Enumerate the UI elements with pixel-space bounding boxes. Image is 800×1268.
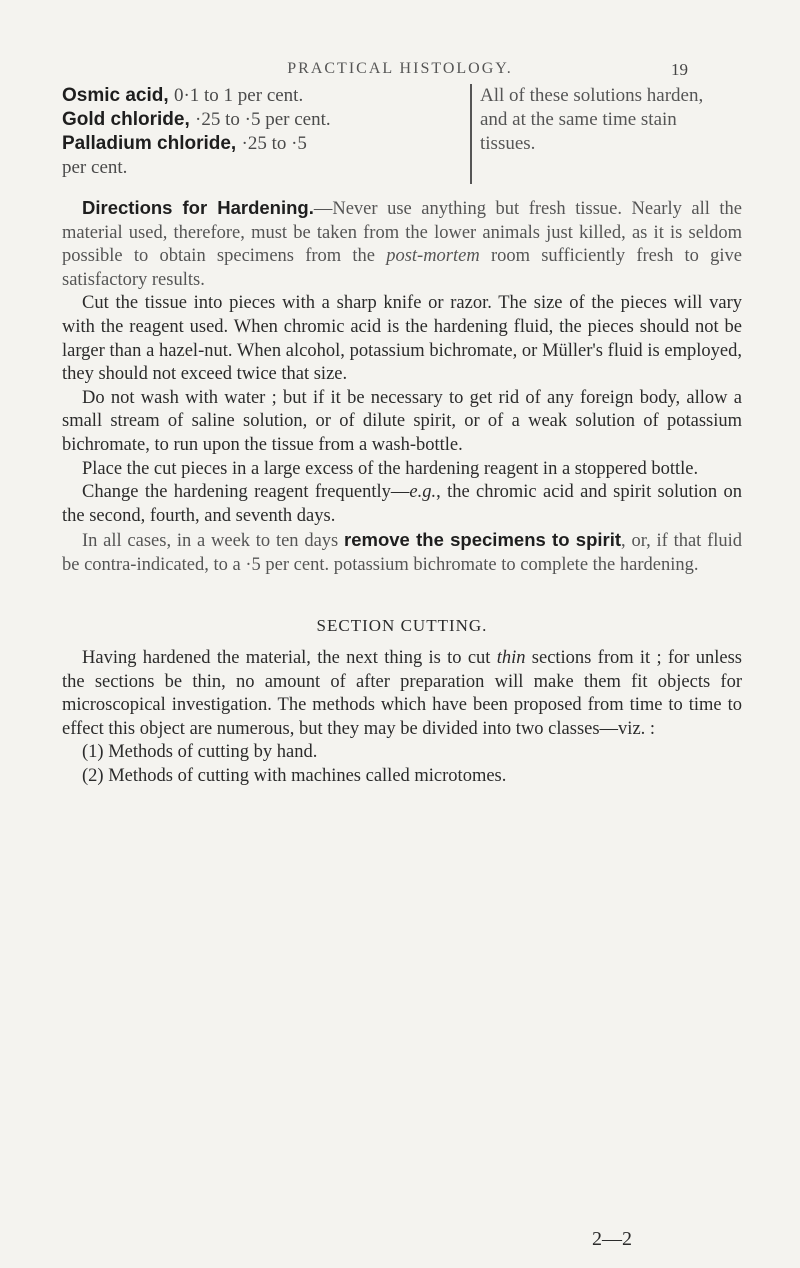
reagent-block	[62, 84, 712, 192]
paragraph-text: sections from it ; for unless the sections be thin, no amount of after preparation will make them fit objects for microscopical investigation. The methods which have been proposed from time to time to effect this object are numerous, but they may be divided into two classes—viz. :	[62, 648, 742, 739]
emphasis-text: thin	[496, 648, 526, 669]
paragraph: Place the cut pieces in a large excess of the hardening reagent in a stoppered bottle.	[82, 458, 699, 479]
paragraph	[62, 528, 742, 577]
reagent-continuation: per cent.	[62, 157, 128, 178]
running-head	[0, 60, 800, 84]
paragraph-text: , or, if that fluid be contra-indicated, to a ·5 per cent. potassium bichromate to complete the hardening.	[62, 531, 743, 575]
reagent-name: Palladium chloride,	[62, 133, 237, 154]
directions-text: —Never use anything but fresh tissue. Nearly all the material used, therefore, must be taken from the lower animals just killed, as it is seldom possible to obtain specimens from the	[62, 199, 742, 267]
directions-text: room sufficiently fresh to give satisfactory results.	[62, 246, 742, 290]
reagent-note: All of these solutions harden, and at the same time stain tissues.	[480, 85, 704, 154]
reagent-dose: ·25 to ·5	[241, 133, 307, 154]
paragraph: Do not wash with water ; but if it be necessary to get rid of any foreign body, allow a small stream of saline solution, or of dilute spirit, or of a weak solution of potassium bichromate, to run upon the tissue from a wash-bottle.	[62, 387, 742, 455]
emphasis-text: post-mortem	[386, 246, 480, 267]
reagent-dose: ·25 to ·5 per cent.	[195, 109, 331, 130]
signature-mark: 2—2	[592, 1228, 632, 1250]
paragraph-text: Having hardened the material, the next thing is to cut	[82, 648, 491, 669]
paragraph	[62, 481, 742, 528]
reagent-dose: 0·1 to 1 per cent.	[173, 85, 304, 106]
brace-divider	[458, 84, 472, 184]
directions-paragraph	[62, 196, 742, 292]
emphasis-text: e.g.	[409, 482, 437, 503]
reagent-list	[62, 84, 452, 180]
reagent-name: Osmic acid,	[62, 85, 169, 106]
list-item: (2) Methods of cutting with machines called microtomes.	[82, 766, 507, 787]
reagent-item	[62, 132, 452, 156]
body-text	[62, 196, 742, 789]
running-title: PRACTICAL HISTOLOGY.	[287, 60, 513, 77]
reagent-name: Gold chloride,	[62, 109, 190, 130]
page-number: 19	[671, 60, 688, 79]
section-heading: SECTION CUTTING.	[316, 615, 488, 635]
directions-heading: Directions for Hardening.	[82, 197, 314, 218]
paragraph: Cut the tissue into pieces with a sharp knife or razor. The size of the pieces will vary with the reagent used. When chromic acid is the hardening fluid, the pieces should not be larger than a hazel-nut. When alcohol, potassium bichromate, or Müller's fluid is employed, they should not exceed twice that size.	[62, 293, 742, 385]
reagent-item	[62, 84, 452, 108]
paragraph	[62, 647, 742, 741]
paragraph-text: , the chromic acid and spirit solution on the second, fourth, and seventh days.	[62, 482, 743, 526]
paragraph-text: Change the hardening reagent frequently—	[82, 482, 410, 503]
list-item: (1) Methods of cutting by hand.	[82, 742, 318, 763]
paragraph-text: In all cases, in a week to ten days	[82, 531, 339, 552]
reagent-item	[62, 108, 452, 132]
bold-text: remove the specimens to spirit	[344, 529, 622, 551]
